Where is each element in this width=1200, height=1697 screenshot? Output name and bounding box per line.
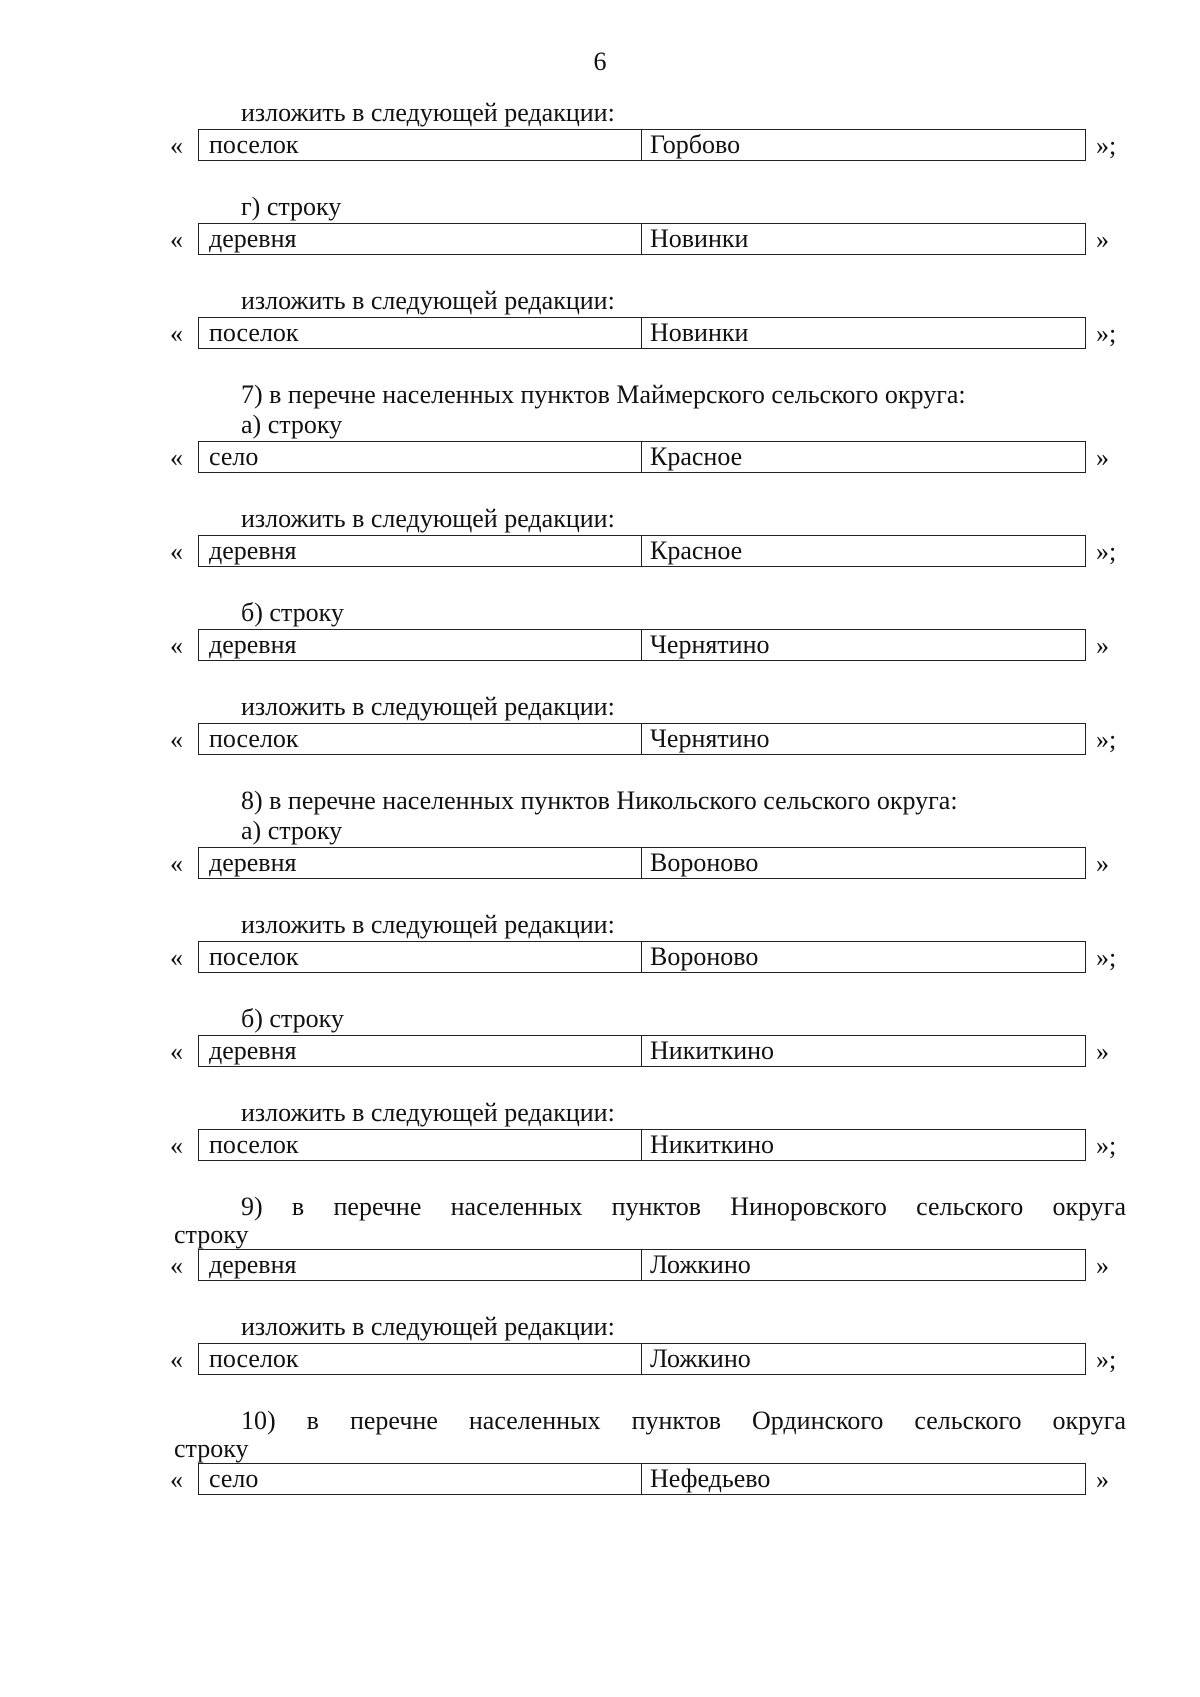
section-heading-line1: 9) в перечне населенных пунктов Ниноровского сельского округа — [241, 1192, 1126, 1221]
amendment-block — [0, 286, 1200, 352]
intro-line: а) строку — [241, 816, 343, 845]
settlement-name-cell: Чернятино — [650, 630, 770, 659]
intro-line: а) строку — [241, 410, 343, 439]
table-row — [0, 128, 1200, 164]
section-heading-line2: строку — [174, 1434, 249, 1463]
closing-quote: » — [1096, 225, 1109, 254]
settlement-type-cell: поселок — [199, 1130, 642, 1160]
opening-quote: « — [170, 1037, 183, 1066]
closing-quote: »; — [1096, 725, 1117, 754]
settlement-table — [198, 441, 1086, 473]
closing-quote: »; — [1096, 943, 1117, 972]
settlement-table — [198, 1463, 1086, 1495]
table-row — [0, 316, 1200, 352]
closing-quote: » — [1096, 443, 1109, 472]
table-row — [0, 940, 1200, 976]
settlement-name-cell: Красное — [650, 536, 743, 565]
settlement-name-cell: Красное — [650, 442, 743, 471]
opening-quote: « — [170, 1251, 183, 1280]
opening-quote: « — [170, 1465, 183, 1494]
settlement-table — [198, 535, 1086, 567]
intro-line: изложить в следующей редакции: — [241, 910, 615, 939]
settlement-table — [198, 223, 1086, 255]
opening-quote: « — [170, 1131, 183, 1160]
table-row — [0, 1034, 1200, 1070]
settlement-type-cell: деревня — [199, 224, 642, 254]
settlement-table — [198, 941, 1086, 973]
settlement-type-cell: деревня — [199, 848, 642, 878]
settlement-table — [198, 1343, 1086, 1375]
settlement-type-cell: село — [199, 442, 642, 472]
table-row — [0, 1128, 1200, 1164]
settlement-type-cell: поселок — [199, 318, 642, 348]
table-row — [0, 722, 1200, 758]
opening-quote: « — [170, 1345, 183, 1374]
settlement-table — [198, 847, 1086, 879]
settlement-type-cell: село — [199, 1464, 642, 1494]
amendment-block — [0, 98, 1200, 164]
amendment-block — [0, 1312, 1200, 1378]
settlement-table — [198, 129, 1086, 161]
opening-quote: « — [170, 725, 183, 754]
settlement-table — [198, 1129, 1086, 1161]
settlement-type-cell: поселок — [199, 130, 642, 160]
table-row — [0, 1248, 1200, 1284]
section-heading: 7) в перечне населенных пунктов Маймерского сельского округа: — [241, 380, 966, 409]
table-row — [0, 1342, 1200, 1378]
settlement-name-cell: Новинки — [650, 318, 749, 347]
opening-quote: « — [170, 443, 183, 472]
closing-quote: »; — [1096, 131, 1117, 160]
closing-quote: »; — [1096, 319, 1117, 348]
closing-quote: »; — [1096, 1131, 1117, 1160]
amendment-block — [0, 1004, 1200, 1070]
closing-quote: » — [1096, 1251, 1109, 1280]
closing-quote: » — [1096, 849, 1109, 878]
settlement-name-cell: Вороново — [650, 848, 759, 877]
amendment-block — [0, 1098, 1200, 1164]
closing-quote: »; — [1096, 537, 1117, 566]
opening-quote: « — [170, 537, 183, 566]
section-heading — [174, 1406, 1126, 1462]
settlement-type-cell: деревня — [199, 630, 642, 660]
amendment-block — [0, 192, 1200, 258]
amendment-block — [0, 692, 1200, 758]
settlement-name-cell: Никиткино — [650, 1036, 775, 1065]
amendment-block — [0, 1406, 1200, 1498]
intro-line: г) строку — [241, 192, 342, 221]
settlement-type-cell: деревня — [199, 536, 642, 566]
settlement-type-cell: поселок — [199, 724, 642, 754]
intro-line: изложить в следующей редакции: — [241, 504, 615, 533]
opening-quote: « — [170, 849, 183, 878]
section-heading-line1: 10) в перечне населенных пунктов Ординского сельского округа — [241, 1406, 1126, 1435]
section-heading-line2: строку — [174, 1220, 249, 1249]
settlement-table — [198, 629, 1086, 661]
intro-line: изложить в следующей редакции: — [241, 1312, 615, 1341]
settlement-table — [198, 723, 1086, 755]
table-row — [0, 1462, 1200, 1498]
closing-quote: »; — [1096, 1345, 1117, 1374]
intro-line: изложить в следующей редакции: — [241, 1098, 615, 1127]
opening-quote: « — [170, 131, 183, 160]
section-heading: 8) в перечне населенных пунктов Никольского сельского округа: — [241, 786, 958, 815]
amendment-block — [0, 786, 1200, 882]
settlement-name-cell: Новинки — [650, 224, 749, 253]
amendment-block — [0, 1192, 1200, 1284]
table-row — [0, 534, 1200, 570]
table-row — [0, 846, 1200, 882]
opening-quote: « — [170, 631, 183, 660]
settlement-type-cell: деревня — [199, 1036, 642, 1066]
closing-quote: » — [1096, 1037, 1109, 1066]
document-body — [0, 98, 1200, 1498]
intro-line: изложить в следующей редакции: — [241, 286, 615, 315]
settlement-name-cell: Никиткино — [650, 1130, 775, 1159]
opening-quote: « — [170, 225, 183, 254]
settlement-type-cell: поселок — [199, 942, 642, 972]
settlement-name-cell: Вороново — [650, 942, 759, 971]
settlement-name-cell: Ложкино — [650, 1250, 751, 1279]
closing-quote: » — [1096, 631, 1109, 660]
opening-quote: « — [170, 319, 183, 348]
table-row — [0, 628, 1200, 664]
amendment-block — [0, 910, 1200, 976]
amendment-block — [0, 504, 1200, 570]
settlement-name-cell: Чернятино — [650, 724, 770, 753]
opening-quote: « — [170, 943, 183, 972]
settlement-table — [198, 317, 1086, 349]
amendment-block — [0, 380, 1200, 476]
amendment-block — [0, 598, 1200, 664]
intro-line: б) строку — [241, 598, 344, 627]
page-number: 6 — [593, 47, 607, 76]
settlement-table — [198, 1249, 1086, 1281]
settlement-name-cell: Нефедьево — [650, 1464, 771, 1493]
settlement-name-cell: Горбово — [650, 130, 741, 159]
settlement-type-cell: деревня — [199, 1250, 642, 1280]
settlement-table — [198, 1035, 1086, 1067]
settlement-name-cell: Ложкино — [650, 1344, 751, 1373]
table-row — [0, 440, 1200, 476]
intro-line: изложить в следующей редакции: — [241, 692, 615, 721]
intro-line: изложить в следующей редакции: — [241, 98, 615, 127]
closing-quote: » — [1096, 1465, 1109, 1494]
intro-line: б) строку — [241, 1004, 344, 1033]
settlement-type-cell: поселок — [199, 1344, 642, 1374]
section-heading — [174, 1192, 1126, 1248]
table-row — [0, 222, 1200, 258]
